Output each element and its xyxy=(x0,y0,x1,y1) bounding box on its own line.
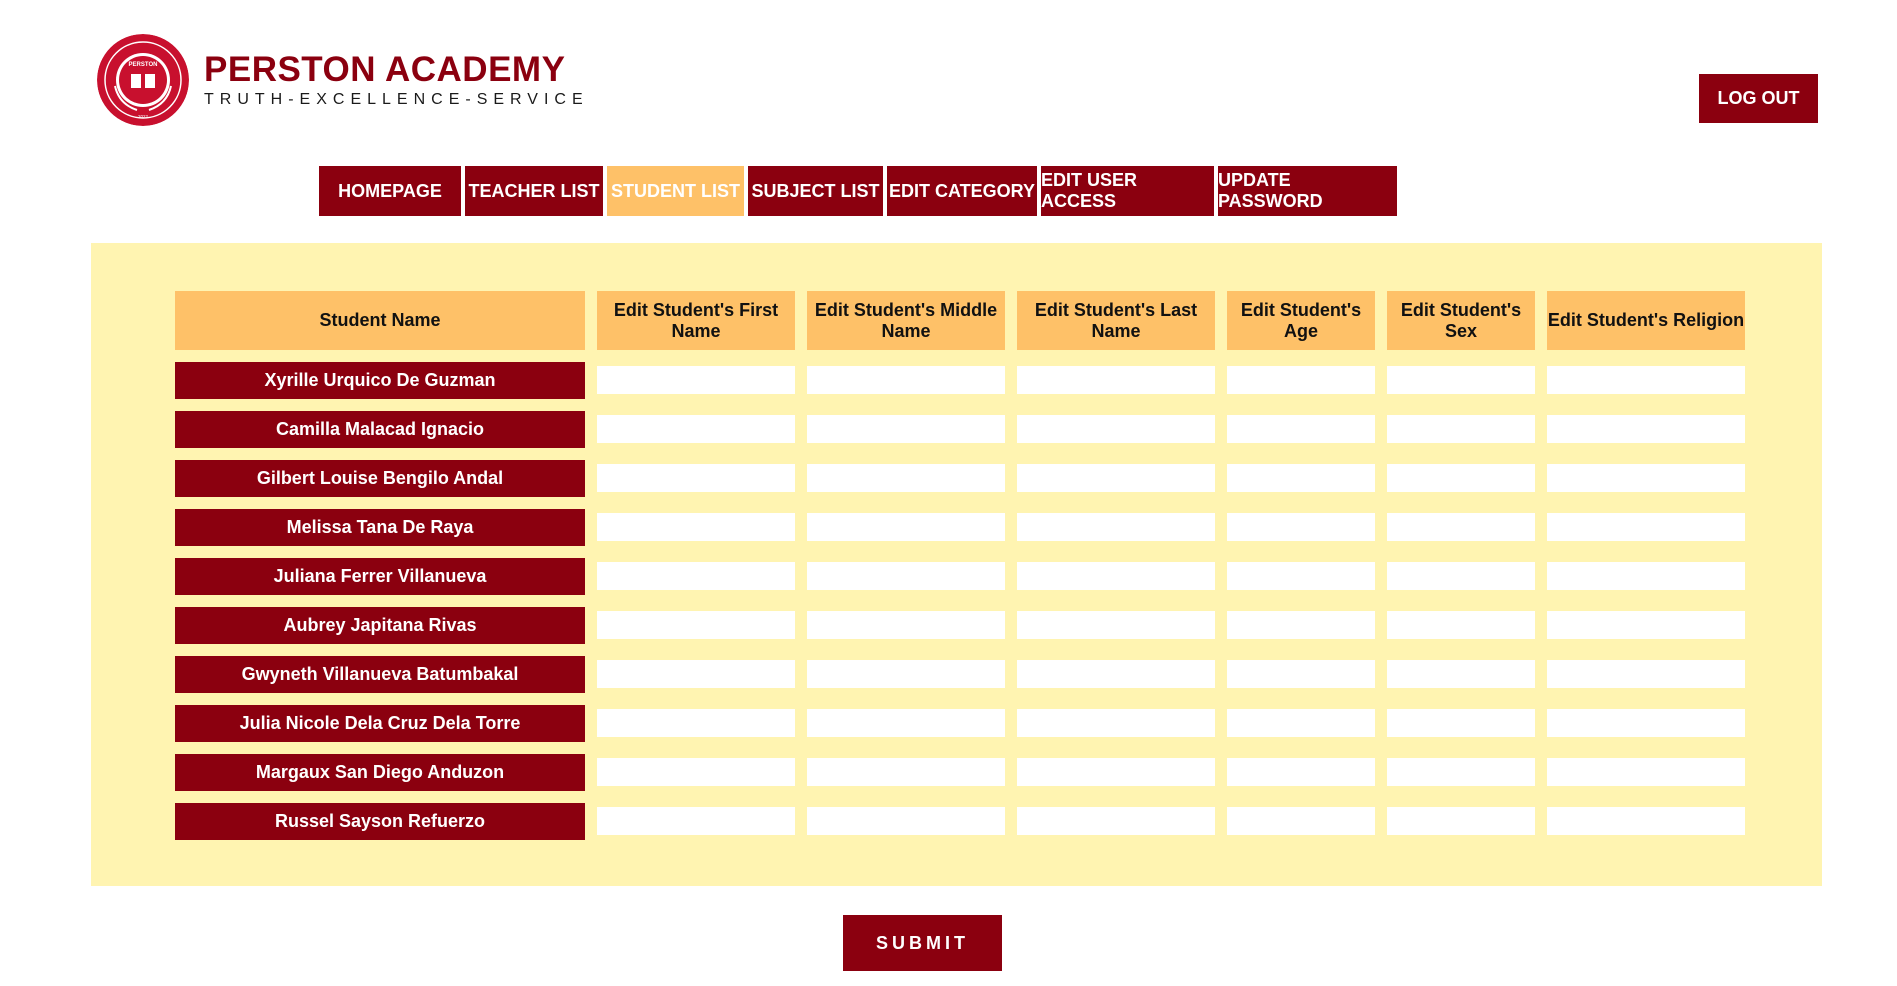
age-input[interactable] xyxy=(1227,709,1375,737)
first-name-input[interactable] xyxy=(597,807,795,835)
sex-input[interactable] xyxy=(1387,415,1535,443)
sex-input[interactable] xyxy=(1387,513,1535,541)
religion-input[interactable] xyxy=(1547,611,1745,639)
middle-name-input[interactable] xyxy=(807,709,1005,737)
last-name-input[interactable] xyxy=(1017,562,1215,590)
table-header-row xyxy=(175,291,1757,350)
svg-text:2022: 2022 xyxy=(137,114,149,119)
school-name: PERSTON ACADEMY xyxy=(204,50,566,89)
religion-input[interactable] xyxy=(1547,415,1745,443)
middle-name-input[interactable] xyxy=(807,807,1005,835)
table-row xyxy=(175,607,1757,644)
school-motto: TRUTH-EXCELLENCE-SERVICE xyxy=(204,91,589,108)
last-name-input[interactable] xyxy=(1017,660,1215,688)
student-name-cell: Gilbert Louise Bengilo Andal xyxy=(175,460,585,497)
student-name-cell: Julia Nicole Dela Cruz Dela Torre xyxy=(175,705,585,742)
first-name-input[interactable] xyxy=(597,660,795,688)
religion-input[interactable] xyxy=(1547,513,1745,541)
first-name-input[interactable] xyxy=(597,758,795,786)
age-input[interactable] xyxy=(1227,611,1375,639)
religion-input[interactable] xyxy=(1547,660,1745,688)
table-row xyxy=(175,460,1757,497)
last-name-input[interactable] xyxy=(1017,709,1215,737)
last-name-input[interactable] xyxy=(1017,464,1215,492)
first-name-input[interactable] xyxy=(597,513,795,541)
column-header: Edit Student's Age xyxy=(1227,291,1375,350)
sex-input[interactable] xyxy=(1387,464,1535,492)
column-header: Student Name xyxy=(175,291,585,350)
sex-input[interactable] xyxy=(1387,562,1535,590)
column-header: Edit Student's Last Name xyxy=(1017,291,1215,350)
age-input[interactable] xyxy=(1227,415,1375,443)
table-row xyxy=(175,411,1757,448)
religion-input[interactable] xyxy=(1547,758,1745,786)
last-name-input[interactable] xyxy=(1017,807,1215,835)
sex-input[interactable] xyxy=(1387,758,1535,786)
table-row xyxy=(175,558,1757,595)
sex-input[interactable] xyxy=(1387,709,1535,737)
middle-name-input[interactable] xyxy=(807,611,1005,639)
table-row xyxy=(175,362,1757,399)
nav-edit-category[interactable]: EDIT CATEGORY xyxy=(887,166,1037,216)
main-nav xyxy=(319,166,1401,216)
religion-input[interactable] xyxy=(1547,464,1745,492)
student-table xyxy=(175,291,1757,840)
last-name-input[interactable] xyxy=(1017,366,1215,394)
table-row xyxy=(175,509,1757,546)
first-name-input[interactable] xyxy=(597,415,795,443)
first-name-input[interactable] xyxy=(597,464,795,492)
submit-button[interactable]: SUBMIT xyxy=(843,915,1002,971)
student-name-cell: Gwyneth Villanueva Batumbakal xyxy=(175,656,585,693)
religion-input[interactable] xyxy=(1547,562,1745,590)
nav-teacher-list[interactable]: TEACHER LIST xyxy=(465,166,603,216)
table-row xyxy=(175,656,1757,693)
student-name-cell: Camilla Malacad Ignacio xyxy=(175,411,585,448)
sex-input[interactable] xyxy=(1387,611,1535,639)
table-row xyxy=(175,803,1757,840)
nav-edit-user-access[interactable]: EDIT USER ACCESS xyxy=(1041,166,1214,216)
table-row xyxy=(175,705,1757,742)
table-row xyxy=(175,754,1757,791)
middle-name-input[interactable] xyxy=(807,513,1005,541)
sex-input[interactable] xyxy=(1387,366,1535,394)
middle-name-input[interactable] xyxy=(807,415,1005,443)
student-name-cell: Aubrey Japitana Rivas xyxy=(175,607,585,644)
sex-input[interactable] xyxy=(1387,807,1535,835)
nav-student-list[interactable]: STUDENT LIST xyxy=(607,166,744,216)
age-input[interactable] xyxy=(1227,464,1375,492)
svg-text:PERSTON: PERSTON xyxy=(128,62,158,68)
middle-name-input[interactable] xyxy=(807,562,1005,590)
site-header xyxy=(97,34,589,126)
age-input[interactable] xyxy=(1227,562,1375,590)
middle-name-input[interactable] xyxy=(807,464,1005,492)
first-name-input[interactable] xyxy=(597,366,795,394)
last-name-input[interactable] xyxy=(1017,415,1215,443)
column-header: Edit Student's Sex xyxy=(1387,291,1535,350)
first-name-input[interactable] xyxy=(597,562,795,590)
last-name-input[interactable] xyxy=(1017,758,1215,786)
last-name-input[interactable] xyxy=(1017,513,1215,541)
last-name-input[interactable] xyxy=(1017,611,1215,639)
student-name-cell: Xyrille Urquico De Guzman xyxy=(175,362,585,399)
column-header: Edit Student's First Name xyxy=(597,291,795,350)
column-header: Edit Student's Religion xyxy=(1547,291,1745,350)
student-name-cell: Russel Sayson Refuerzo xyxy=(175,803,585,840)
school-logo xyxy=(97,34,189,126)
religion-input[interactable] xyxy=(1547,709,1745,737)
student-name-cell: Margaux San Diego Anduzon xyxy=(175,754,585,791)
sex-input[interactable] xyxy=(1387,660,1535,688)
religion-input[interactable] xyxy=(1547,807,1745,835)
student-edit-panel xyxy=(91,243,1822,886)
nav-update-password[interactable]: UPDATE PASSWORD xyxy=(1218,166,1397,216)
first-name-input[interactable] xyxy=(597,709,795,737)
student-name-cell: Juliana Ferrer Villanueva xyxy=(175,558,585,595)
age-input[interactable] xyxy=(1227,660,1375,688)
age-input[interactable] xyxy=(1227,807,1375,835)
column-header: Edit Student's Middle Name xyxy=(807,291,1005,350)
age-input[interactable] xyxy=(1227,366,1375,394)
first-name-input[interactable] xyxy=(597,611,795,639)
logout-button[interactable]: LOG OUT xyxy=(1699,74,1818,123)
age-input[interactable] xyxy=(1227,513,1375,541)
nav-subject-list[interactable]: SUBJECT LIST xyxy=(748,166,883,216)
age-input[interactable] xyxy=(1227,758,1375,786)
middle-name-input[interactable] xyxy=(807,660,1005,688)
religion-input[interactable] xyxy=(1547,366,1745,394)
student-name-cell: Melissa Tana De Raya xyxy=(175,509,585,546)
middle-name-input[interactable] xyxy=(807,366,1005,394)
middle-name-input[interactable] xyxy=(807,758,1005,786)
nav-homepage[interactable]: HOMEPAGE xyxy=(319,166,461,216)
